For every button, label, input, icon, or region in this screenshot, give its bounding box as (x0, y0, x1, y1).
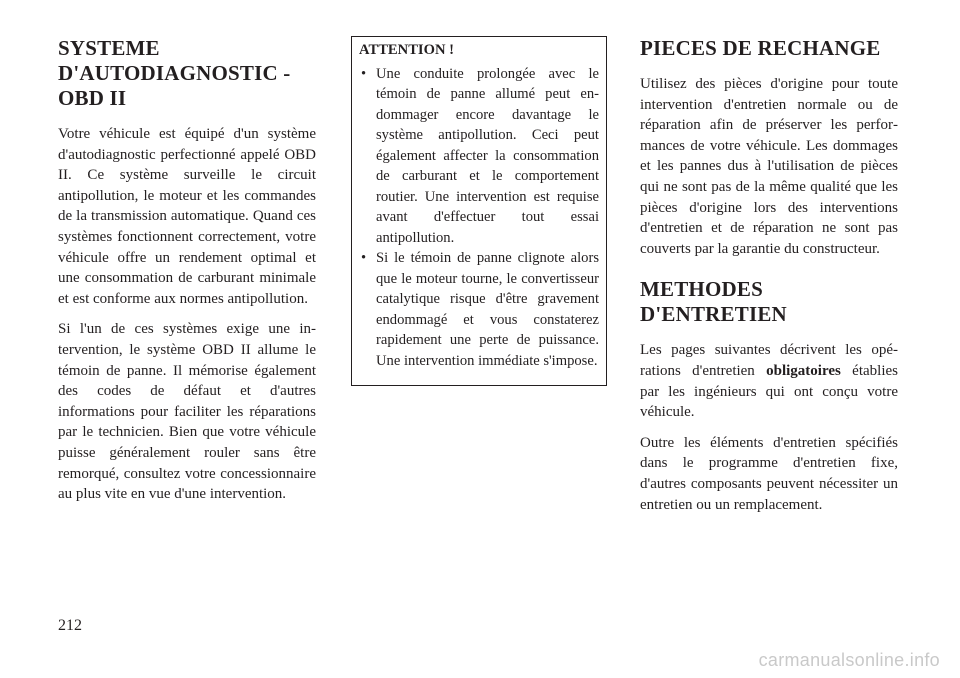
warning-list (359, 64, 599, 372)
paragraph-maintenance-text-after: établies par les ingénieurs qui ont conçu votre véhicule. (640, 362, 898, 421)
right-column (640, 36, 898, 525)
paragraph-obd-intervention: Si l'un de ces systèmes exige une intervention, le système OBD II allume le témoin de panne. Il mémorise également des codes de défaut et d'autres informations pour faciliter les réparations par le technicien. Bien que votre véhicule puisse généralement rouler sans être remorqué, consultez votre concessionnaire au plus vite en vue d'une intervention. (58, 321, 316, 503)
emphasis-obligatoires: obligatoires (766, 362, 841, 379)
bullet-icon: • (361, 65, 367, 82)
paragraph-maintenance-intro (640, 340, 898, 422)
middle-column (351, 36, 607, 386)
paragraph-maintenance-text-before: Les pages suivantes décrivent les opérations d'entretien (640, 342, 898, 379)
heading-spare-parts: PIECES DE RECHANGE (640, 36, 881, 60)
warning-item (359, 248, 599, 371)
warning-box (351, 36, 607, 386)
warning-item (359, 64, 599, 249)
paragraph-spare-parts: Utilisez des pièces d'origine pour toute intervention d'entretien normale ou de réparation afin de préserver les performances de votre véhicule. Les dommages et les pannes dus à l'utilisation de pièces qui ne sont pas de la même qualité que les pièces d'origine lors des interventions d'entretien et de réparation ne sont pas couverts par la garantie du constructeur. (640, 76, 898, 257)
page-number: 212 (58, 617, 82, 634)
paragraph-obd-intro: Votre véhicule est équipé d'un système d'autodiagnostic perfectionné appelé OBD II. Ce système surveille le circuit antipollution, le moteur et les commandes de la transmission automatique. Quand ces systèmes fonctionnent correctement, votre véhicule offre un rendement optimal et une consommation de carburant minimale et est conforme aux normes antipollution. (58, 126, 316, 307)
heading-obd: SYSTEME D'AUTODIAGNOSTIC - OBD II (58, 36, 291, 110)
heading-maintenance-methods: METHODES D'ENTRETIEN (640, 277, 787, 327)
warning-title: ATTENTION ! (359, 42, 455, 58)
warning-item-text: Une conduite prolongée avec le témoin de panne allumé peut endommager encore davantage le système antipollution. Ceci peut également affecter la consommation de carburant et le comportement routier. Une intervention est requise avant d'effectuer tout essai antipollution. (376, 65, 599, 246)
watermark: carmanualsonline.info (758, 650, 940, 670)
paragraph-other-components: Outre les éléments d'entretien spécifiés dans le programme d'entretien fixe, d'autres composants peuvent nécessiter un entretien ou un remplacement. (640, 434, 898, 513)
warning-item-text: Si le témoin de panne clignote alors que le moteur tourne, le convertisseur catalytique risque d'être gravement endommagé et vous constaterez rapidement une perte de puissance. Une intervention immédiate s'impose. (376, 250, 599, 369)
left-column (58, 36, 316, 515)
bullet-icon: • (361, 250, 367, 266)
